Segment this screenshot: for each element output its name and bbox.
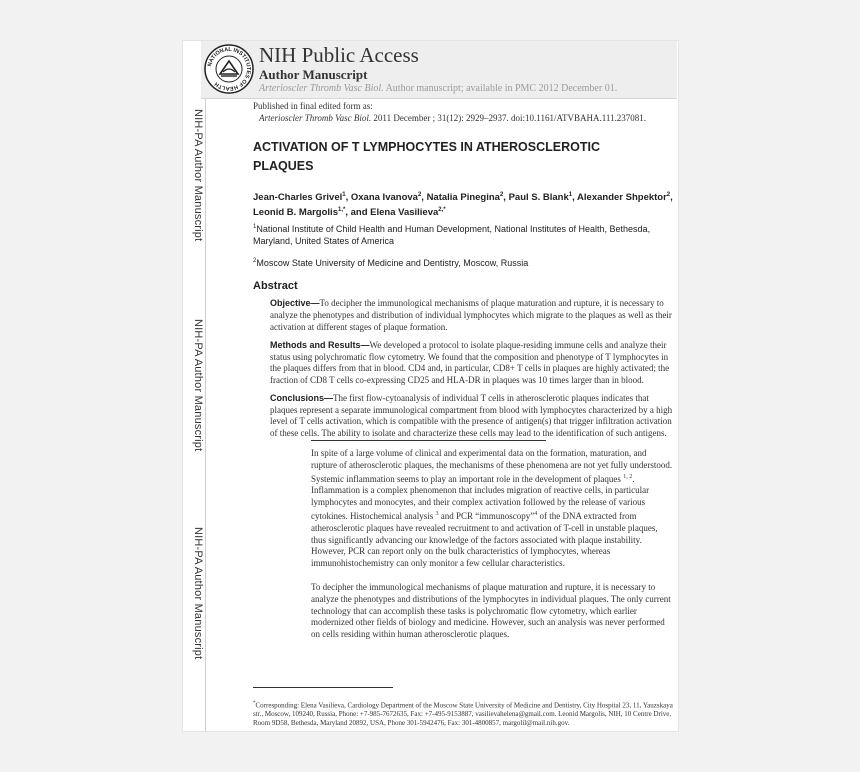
nih-seal-logo bbox=[203, 43, 255, 95]
correspondence-footnote: *Corresponding: Elena Vasilieva, Cardiology Department of the Moscow State University of Medicine and Dentistry, City Hospital 23, 11, Yauzskaya str., Moscow, 109240, Russia, Phone: +7-985-7672635, Fax: +7-495-9153887, vasilievahelena@gmail.com. Leonid Margolis, NIH, 10 Centre Drive, Room 9D58, Bethesda, Maryland 20892, USA, Phone 301-5942476, Fax: 301-4800857, margolil@mail.nih.gov. bbox=[253, 701, 673, 728]
author-name: Oxana Ivanova bbox=[350, 192, 418, 204]
author-affil: 2,* bbox=[438, 207, 446, 214]
publication-reference bbox=[259, 112, 673, 124]
article-title: ACTIVATION OF T LYMPHOCYTES IN ATHEROSCLEROTIC PLAQUES bbox=[253, 140, 600, 173]
side-label-top: NIH-PA Author Manuscript bbox=[192, 109, 204, 242]
nih-public-access-title: NIH Public Access bbox=[259, 43, 419, 67]
side-label-bottom: NIH-PA Author Manuscript bbox=[192, 527, 204, 660]
article-content bbox=[253, 100, 673, 641]
author-affil: 1 bbox=[568, 192, 573, 198]
author-name: Paul S. Blank bbox=[508, 192, 569, 204]
author-name: Elena Vasilieva bbox=[370, 207, 439, 219]
affiliation-1: $^1$National Institute of Child Health and Human Development, National Institutes of Health, Bethesda, Maryland, United States of America bbox=[253, 224, 651, 247]
document-page bbox=[183, 41, 678, 731]
author-name: Alexander Shpektor bbox=[577, 192, 667, 204]
citation-ref: 4 bbox=[534, 511, 538, 518]
author-list: Jean-Charles Grivel$^1$, Oxana Ivanova$^2$, Natalia Pinegina$^2$, Paul S. Blank$^1$, Alexander Shpektor$^2$, Leonid B. Margolis$^{1,*}$, and Elena Vasilieva$^{2,*}$ bbox=[253, 192, 673, 219]
side-margin bbox=[183, 41, 206, 731]
citation-ref: 1, 2 bbox=[623, 473, 633, 480]
objective-label: Objective— bbox=[270, 298, 320, 309]
abstract-heading: Abstract bbox=[253, 280, 298, 293]
nih-header bbox=[201, 41, 677, 99]
pub-journal: Arterioscler Thromb Vasc Biol. bbox=[259, 113, 372, 123]
author-name: Leonid B. Margolis bbox=[253, 207, 338, 219]
author-name: Natalia Pinegina bbox=[426, 192, 500, 204]
author-affil: 2 bbox=[417, 192, 422, 198]
body-paragraph-2: To decipher the immunological mechanisms of plaque maturation and rupture, it is necessary to analyze the phenotypes and distributions of the lymphocytes in individual plaques. The only current technology that can accomplish these tasks is polychromatic flow cytometry, which earlier modernized other fields of biology and medicine. However, such an analysis was never performed on cells residing within human atherosclerotic plaques. bbox=[311, 582, 671, 640]
abstract-objective: Objective—To decipher the immunological mechanisms of plaque maturation and rupture, it is necessary to analyze the phenotypes and distribution of individual lymphocytes which migrate to the plaques as well as their activation at different stages of plaque formation. bbox=[270, 298, 672, 332]
author-affil: 1,* bbox=[337, 207, 346, 214]
author-affil: 1 bbox=[342, 192, 346, 198]
conclusions-label: Conclusions— bbox=[270, 392, 334, 403]
author-name: Jean-Charles Grivel bbox=[253, 192, 343, 204]
logo-ring-text: NATIONAL INSTITUTES OF HEALTH bbox=[207, 46, 252, 92]
published-note: Published in final edited form as: bbox=[253, 101, 373, 111]
footnote-divider bbox=[253, 687, 393, 688]
author-manuscript-label: Author Manuscript bbox=[259, 67, 368, 82]
affiliation-2: $^2$Moscow State University of Medicine and Dentistry, Moscow, Russia bbox=[253, 258, 529, 269]
side-label-middle: NIH-PA Author Manuscript bbox=[192, 319, 204, 452]
availability-line bbox=[259, 83, 617, 94]
body-paragraph-1: In spite of a large volume of clinical and experimental data on the formation, maturation, and rupture of atherosclerotic plaques, the mechanisms of these phenomena are not yet fully understood. Systemic inflammation seems to play an important role in the development of plaques $^{1, 2}$. Inflammation is a complex phenomenon that includes migration of reactive cells, in particular lymphocytes and monocytes, and their complex activation followed by the release of various cytokines. Histochemical analysis $^3$ and PCR “immunoscopy”$^4$ of the DNA extracted from atherosclerotic plaques have revealed recruitment to and activation of T-cell in unstable plaques, thus significantly advancing our knowledge of the factors associated with plaque instability. However, PCR can report only on the bulk characteristics of lymphocytes, whereas immunohistochemistry can only monitor a few cellular characteristics. bbox=[311, 448, 673, 569]
header-journal: Arterioscler Thromb Vasc Biol. bbox=[259, 83, 384, 94]
methods-label: Methods and Results— bbox=[270, 339, 370, 350]
author-affil: 2 bbox=[499, 192, 504, 198]
header-availability: Author manuscript; available in PMC 2012 December 01. bbox=[383, 83, 618, 94]
abstract-methods: Methods and Results—We developed a protocol to isolate plaque-residing immune cells and analyze their status using polychromatic flow cytometry. We found that the composition and phenotype of T lymphocytes in the plaques differs from that in blood. CD4 and, in particular, CD8+ T cells in plaques are highly activated; the fraction of CD8 T cells co-expressing CD25 and HLA-DR in plaques was 10 times larger than in blood. bbox=[270, 339, 670, 386]
pub-details: 2011 December ; 31(12): 2929–2937. doi:10.1161/ATVBAHA.111.237081. bbox=[371, 113, 647, 123]
citation-ref: 3 bbox=[435, 511, 439, 518]
author-affil: 2 bbox=[666, 192, 671, 198]
abstract-conclusions: Conclusions—The first flow-cytoanalysis of individual T cells in atherosclerotic plaques indicates that plaques represent a separate immunological compartment from blood with lymphocytes characterized by a high level of T cells activation, which is compatible with the presence of antigen(s) that trigger infiltration activation of these cells. The ability to isolate and characterize these cells may lead to the identification of such antigens. bbox=[270, 392, 673, 439]
abstract-divider bbox=[311, 440, 546, 441]
